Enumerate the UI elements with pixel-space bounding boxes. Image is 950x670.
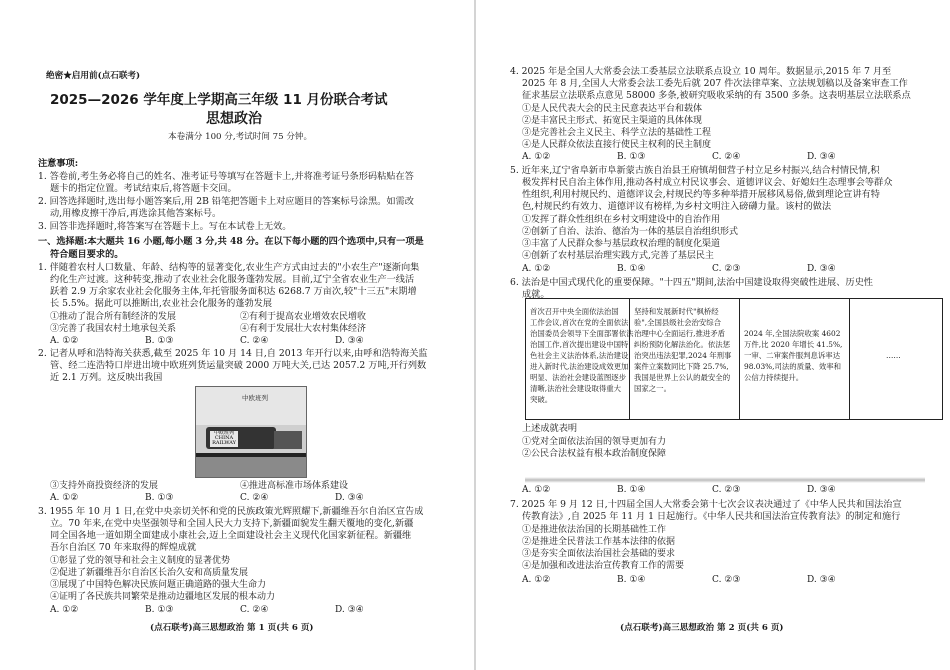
q5-answer: A. ①② bbox=[522, 264, 551, 274]
exam-page-1 bbox=[0, 0, 470, 670]
q4-option: ②是丰富民主形式、拓宽民主渠道的具体体现 bbox=[522, 116, 703, 126]
q6-answer: B. ①④ bbox=[617, 485, 646, 495]
q1-answer: A. ①② bbox=[50, 336, 79, 346]
q6-stem: 6. 法治是中国式现代化的重要保障。"十四五"期间,法治中国建设取得突破性进展、历史性 bbox=[510, 277, 873, 288]
page-fold-divider bbox=[474, 0, 476, 670]
q1-stem: 跃着 2.9 万余家农业社会化服务主体,年托管服务面积达 6268.7 万亩次,较"十三五"末期增 bbox=[50, 286, 417, 297]
q6-option: ①党对全面依法治国的领导更加有力 bbox=[522, 437, 667, 447]
q3-stem: 同全国各地一道如期全面建成小康社会,迈上全面建设社会主义现代化国家新征程。新疆维 bbox=[50, 530, 412, 541]
train-plate: 中欧班列 CHINA RAILWAY bbox=[210, 431, 238, 447]
table-cell-2: 治突出违法犯罪,2024 年刑事 bbox=[634, 351, 732, 360]
q1-answer: B. ①③ bbox=[145, 336, 174, 346]
table-cell-2: 治理中心全面运行,推进矛盾 bbox=[634, 329, 726, 338]
table-cell-1: 治国委员会领导下全面部署依法 bbox=[530, 329, 634, 338]
table-cell-1: 首次召开中央全面依法治国 bbox=[530, 307, 619, 316]
q2-stem: 近 2.1 万列。这反映出我国 bbox=[50, 372, 163, 383]
q4-stem: 4. 2025 年是全国人大常委会法工委基层立法联系点设立 10 周年。数据显示,2015 年 7 月至 bbox=[510, 66, 892, 77]
q5-answer: C. ②③ bbox=[712, 264, 741, 274]
table-cell-1: 清晰,法治社会建设取得重大 bbox=[530, 384, 622, 393]
q6-option: ②公民合法权益有根本政治制度保障 bbox=[522, 449, 667, 459]
q2-answer: A. ①② bbox=[50, 493, 79, 503]
table-cell-3: 2024 年,全国法院收案 4602 bbox=[744, 329, 841, 338]
q5-option: ①发挥了群众性组织在乡村文明建设中的自治作用 bbox=[522, 215, 721, 225]
q3-stem: 立。70 年来,在党中央坚强领导和全国人民大力支持下,新疆面貌发生翻天覆地的变化,新疆 bbox=[50, 518, 414, 529]
q6-answer: A. ①② bbox=[522, 485, 551, 495]
page-footer: (点石联考)高三思想政治 第 2 页(共 6 页) bbox=[620, 623, 784, 633]
q7-stem: 传教育法》,自 2025 年 11 月 1 日起施行。《中华人民共和国法治宣传教育法》的制定和施行 bbox=[522, 511, 901, 522]
table-cell-2: 验",全国县级社会治安综合 bbox=[634, 318, 722, 327]
q1-stem: 约化生产过渡。这种转变,推动了农业社会化服务蓬勃发展。目前,辽宁全省农业生产一线活 bbox=[50, 274, 415, 285]
table-cell-1: 突破。 bbox=[530, 395, 553, 404]
q7-answer: C. ②③ bbox=[712, 575, 741, 585]
table-cell-1: 工作会议,首次在党的全面依法 bbox=[530, 318, 629, 327]
cropped-text-line bbox=[525, 477, 925, 483]
table-cell-1: 治国工作,首次提出建设中国特 bbox=[530, 340, 629, 349]
q7-option: ①是推进依法治国的长期基础性工作 bbox=[522, 525, 667, 535]
q1-answer: D. ③④ bbox=[335, 336, 364, 346]
q5-option: ②创新了自治、法治、德治为一体的基层自治组织形式 bbox=[522, 227, 739, 237]
table-column-divider bbox=[629, 299, 630, 419]
section-title: 一、选择题:本大题共 16 小题,每小题 3 分,共 48 分。在以下每小题的四个选项中,只有一项是 bbox=[38, 236, 424, 247]
q5-option: ④创新了农村基层治理实践方式,完善了基层民主 bbox=[522, 251, 714, 261]
q1-option: ②有利于提高农业增效农民增收 bbox=[240, 312, 367, 322]
table-cell-1: 明显、法治社会建设蓝图逐步 bbox=[530, 373, 627, 382]
q2-option: ④推进高标准市场体系建设 bbox=[240, 481, 349, 491]
q5-answer: B. ①④ bbox=[617, 264, 646, 274]
table-cell-1: 色社会主义法治体系,法治建设 bbox=[530, 351, 629, 360]
q3-option: ①彰显了党的领导和社会主义制度的显著优势 bbox=[50, 556, 231, 566]
q1-option: ③完善了我国农村土地承包关系 bbox=[50, 324, 177, 334]
q4-answer: B. ①③ bbox=[617, 152, 646, 162]
q1-stem: 长 5.5%。据此可以推断出,农业社会化服务的蓬勃发展 bbox=[50, 298, 273, 309]
table-cell-2: 坚持和发展新时代"枫桥经 bbox=[634, 307, 719, 316]
section-title-cont: 符合题目要求的。 bbox=[50, 249, 124, 260]
table-cell-2: 案件立案数同比下降 25.7%, bbox=[634, 362, 729, 371]
q4-answer: A. ①② bbox=[522, 152, 551, 162]
photo-caption: 中欧班列 bbox=[242, 394, 268, 402]
q4-stem: 征求基层立法联系点意见 58000 多条,被研究吸收采纳的有 3500 多条。这表明基层立法联系点 bbox=[522, 90, 911, 101]
q7-option: ②是推进全民普法工作基本法律的依据 bbox=[522, 537, 676, 547]
q6-stem: 成就。 bbox=[522, 289, 550, 300]
q3-option: ④证明了各民族共同繁荣是推动边疆地区发展的根本动力 bbox=[50, 592, 276, 602]
exam-info: 本卷满分 100 分,考试时间 75 分钟。 bbox=[168, 132, 313, 142]
q7-option: ④是加强和改进法治宣传教育工作的需要 bbox=[522, 561, 685, 571]
table-cell-1: 进入新时代,法治建设成效更加 bbox=[530, 362, 629, 371]
q5-stem: 性组织,利用村规民约、道德评议会,村规民约等多种举措开展移风易俗,做到理论宣讲有特 bbox=[522, 189, 880, 200]
note-line: 题卡的指定位置。考试结束后,将答题卡交回。 bbox=[50, 183, 237, 194]
q1-stem: 1. 伴随着农村人口数量、年龄、结构等的显著变化,农业生产方式由过去的"小农生产"逐渐向集 bbox=[38, 262, 420, 273]
notes-title: 注意事项: bbox=[38, 158, 79, 169]
subject-title: 思想政治 bbox=[206, 111, 262, 127]
q5-stem: 5. 近年来,辽宁省阜新市阜新蒙古族自治县王府镇胡佃营子村立足乡村振兴,结合村情民情,积 bbox=[510, 165, 880, 176]
table-cell-3: 一审、二审案件服判息诉率达 bbox=[744, 351, 841, 360]
q7-answer: D. ③④ bbox=[807, 575, 836, 585]
q3-option: ②促进了新疆维吾尔自治区长治久安和高质量发展 bbox=[50, 568, 249, 578]
note-line: 3. 回答非选择题时,将答案写在答题卡上。写在本试卷上无效。 bbox=[38, 221, 292, 232]
table-cell-3: 98.03%,司法的质量、效率和 bbox=[744, 362, 842, 371]
page-footer: (点石联考)高三思想政治 第 1 页(共 6 页) bbox=[150, 623, 314, 633]
table-cell-4: …… bbox=[886, 351, 901, 360]
q7-option: ③是夯实全面依法治国社会基础的要求 bbox=[522, 549, 676, 559]
q5-answer: D. ③④ bbox=[807, 264, 836, 274]
q3-answer: D. ③④ bbox=[335, 605, 364, 615]
note-line: 2. 回答选择题时,选出每小题答案后,用 2B 铅笔把答题卡上对应题目的答案标号涂黑。如需改 bbox=[38, 196, 414, 207]
q4-answer: D. ③④ bbox=[807, 152, 836, 162]
freight-train-photo bbox=[195, 386, 307, 478]
q5-stem: 色,村规民约有效力、道德评议有榜样,为乡村文明注入磅礴力量。该村的做法 bbox=[522, 201, 832, 212]
q7-stem: 7. 2025 年 9 月 12 日,十四届全国人大常委会第十七次会议表决通过了《中华人民共和国法治宣 bbox=[510, 499, 902, 510]
q2-stem: 管、经二连浩特口岸进出境中欧班列货运量突破 2000 万吨大关,已达 2057.2 万吨,开行列数 bbox=[50, 360, 427, 371]
q4-option: ③是完善社会主义民主、科学立法的基础性工程 bbox=[522, 128, 712, 138]
table-cell-2: 国家之一。 bbox=[634, 384, 671, 393]
confidential-header: 绝密★启用前(点石联考) bbox=[46, 71, 141, 81]
q6-followup: 上述成就表明 bbox=[522, 423, 578, 434]
q3-answer: B. ①③ bbox=[145, 605, 174, 615]
table-cell-3: 万件,比 2020 年增长 41.5%, bbox=[744, 340, 843, 349]
q3-answer: C. ②④ bbox=[240, 605, 269, 615]
table-cell-3: 公信力持续提升。 bbox=[744, 373, 804, 382]
q2-answer: C. ②④ bbox=[240, 493, 269, 503]
q4-stem: 2025 年 8 月,全国人大常委会法工委先后就 207 件次法律草案、立法规划稿以及备案审查工作 bbox=[522, 78, 908, 89]
q3-stem: 吾尔自治区 70 年来取得的辉煌成就 bbox=[50, 542, 197, 553]
table-column-divider bbox=[739, 299, 740, 419]
q3-option: ③展现了中国特色解决民族问题正确道路的强大生命力 bbox=[50, 580, 267, 590]
q5-stem: 极发挥村民自治主体作用,推动各村成立村民议事会、道德评议会、好媳妇生态理事会等群众 bbox=[522, 177, 893, 188]
table-cell-2: 我国是世界上公认的最安全的 bbox=[634, 373, 731, 382]
q1-answer: C. ②④ bbox=[240, 336, 269, 346]
q2-stem: 2. 记者从呼和浩特海关获悉,截至 2025 年 10 月 14 日,自 2013 年开行以来,由呼和浩特海关监 bbox=[38, 348, 428, 359]
table-cell-2: 纠纷预防化解法治化。依法惩 bbox=[634, 340, 731, 349]
achievements-table bbox=[525, 298, 943, 420]
q5-option: ③丰富了人民群众参与基层政权治理的制度化渠道 bbox=[522, 239, 721, 249]
q1-option: ①推动了混合所有制经济的发展 bbox=[50, 312, 177, 322]
q3-stem: 3. 1955 年 10 月 1 日,在党中央亲切关怀和党的民族政策光辉照耀下,新疆维吾尔自治区宣告成 bbox=[38, 506, 424, 517]
q1-option: ④有利于发展壮大农村集体经济 bbox=[240, 324, 367, 334]
note-line: 动,用橡皮擦干净后,再选涂其他答案标号。 bbox=[50, 208, 222, 219]
q6-answer: D. ③④ bbox=[807, 485, 836, 495]
q3-answer: A. ①② bbox=[50, 605, 79, 615]
table-column-divider bbox=[849, 299, 850, 419]
q4-option: ④是人民群众依法直接行使民主权利的民主制度 bbox=[522, 140, 712, 150]
q2-option: ③支持外商投资经济的发展 bbox=[50, 481, 159, 491]
q4-answer: C. ②④ bbox=[712, 152, 741, 162]
q6-answer: C. ②③ bbox=[712, 485, 741, 495]
q2-answer: D. ③④ bbox=[335, 493, 364, 503]
q4-option: ①是人民代表大会的民主民意表达平台和载体 bbox=[522, 104, 703, 114]
exam-page-2 bbox=[480, 0, 950, 670]
q7-answer: B. ①④ bbox=[617, 575, 646, 585]
note-line: 1. 答卷前,考生务必将自己的姓名、准考证号等填写在答题卡上,并将准考证号条形码粘贴在答 bbox=[38, 171, 414, 182]
q2-answer: B. ①③ bbox=[145, 493, 174, 503]
exam-title: 2025—2026 学年度上学期高三年级 11 月份联合考试 bbox=[50, 92, 388, 108]
q7-answer: A. ①② bbox=[522, 575, 551, 585]
